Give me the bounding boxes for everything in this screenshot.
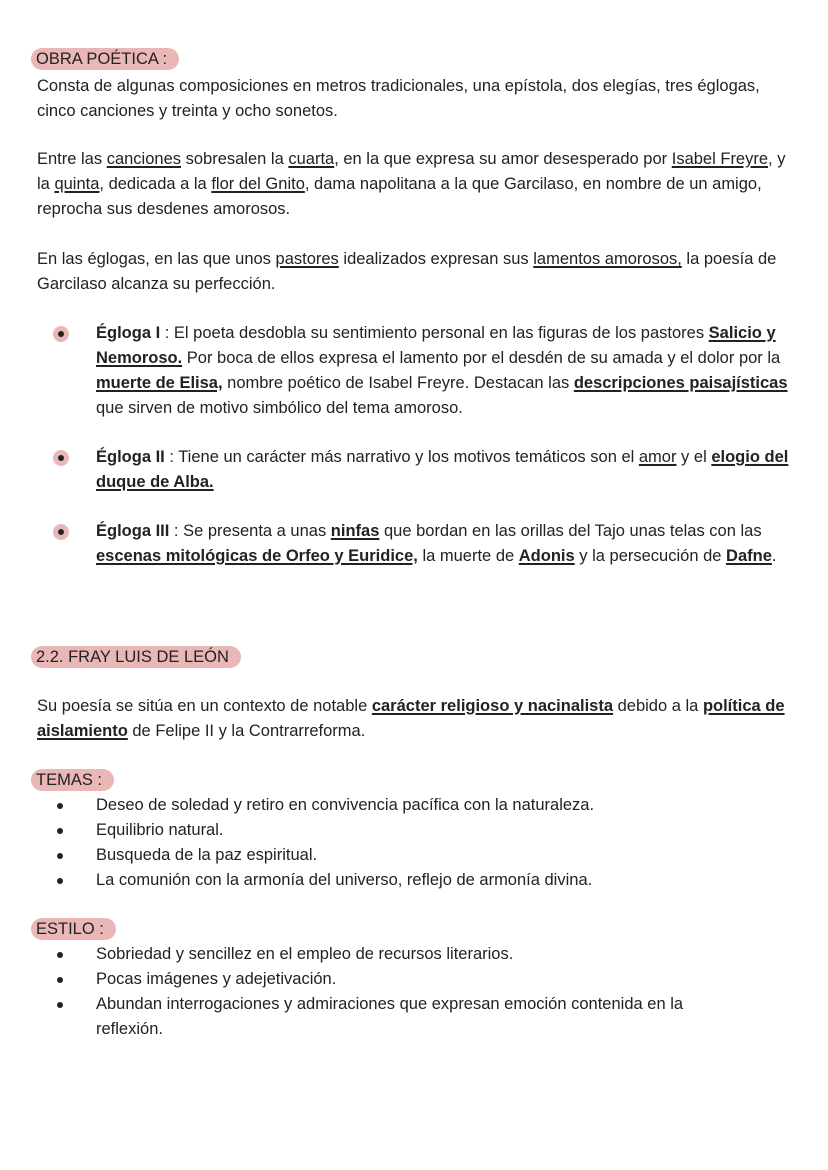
muerte-elisa-term: muerte de Elisa,: [96, 374, 223, 392]
quinta-term: quinta: [54, 175, 100, 193]
fray-luis-section: [37, 645, 793, 670]
temas-section: [37, 768, 793, 793]
list-item: Equilibrio natural.: [0, 818, 760, 843]
elogio-term: elogio del duque de Alba.: [96, 448, 789, 491]
list-item: Busqueda de la paz espiritual.: [0, 843, 760, 868]
fray-luis-paragraph: Su poesía se sitúa en un contexto de notable carácter religioso y nacinalista debido a la política de aislamiento de Felipe II y la Contrarreforma.: [37, 697, 785, 740]
list-item: Pocas imágenes y adejetivación.: [0, 967, 760, 992]
bullet-icon: [53, 524, 69, 540]
obra-intro: Consta de algunas composiciones en metros tradicionales, una epístola, dos elegías, tres églogas, cinco canciones y treinta y ocho sonetos.: [37, 77, 760, 120]
egloga-2-item: Égloga II : Tiene un carácter más narrativo y los motivos temáticos son el amor y el elogio del duque de Alba.: [96, 448, 789, 491]
amor-term: amor: [638, 448, 677, 466]
caracter-term: carácter religioso y nacinalista: [371, 697, 614, 715]
canciones-paragraph: Entre las canciones sobresalen la cuarta, en la que expresa su amor desesperado por Isabel Freyre, y la quinta, dedicada a la flor del Gnito, dama napolitana a la que Garcilaso, en nombre de un amigo, reprocha sus desdenes amorosos.: [37, 150, 786, 218]
adonis-term: Adonis: [518, 547, 575, 565]
fray-luis-heading: 2.2. FRAY LUIS DE LEÓN: [31, 646, 241, 668]
bullet-icon: [53, 326, 69, 342]
egloga-1-title: Égloga I: [96, 324, 161, 342]
isabel-freyre-term: Isabel Freyre: [671, 150, 769, 168]
dafne-term: Dafne: [726, 547, 772, 565]
lamentos-term: lamentos amorosos,: [533, 250, 682, 268]
flor-gnito-term: flor del Gnito: [211, 175, 305, 193]
obra-poetica-section: [37, 47, 793, 124]
egloga-2-title: Égloga II: [96, 448, 165, 466]
list-item: Abundan interrogaciones y admiraciones que expresan emoción contenida en la reflexión.: [0, 992, 760, 1042]
egloga-3-title: Égloga III: [96, 522, 170, 540]
egloga-3-item: Égloga III : Se presenta a unas ninfas que bordan en las orillas del Tajo unas telas con las escenas mitológicas de Orfeo y Euridice, la muerte de Adonis y la persecución de Dafne.: [96, 522, 777, 565]
obra-poetica-heading: OBRA POÉTICA :: [31, 48, 179, 70]
estilo-list: [0, 942, 760, 1042]
politica-term: política de aislamiento: [37, 697, 785, 740]
descripciones-term: descripciones paisajísticas: [573, 374, 788, 392]
bullet-icon: [53, 450, 69, 466]
list-item: La comunión con la armonía del universo, reflejo de armonía divina.: [0, 868, 760, 893]
temas-heading: TEMAS :: [31, 769, 114, 791]
ninfas-term: ninfas: [330, 522, 380, 540]
estilo-section: [37, 917, 793, 942]
pastores-term: pastores: [275, 250, 339, 268]
escenas-term: escenas mitológicas de Orfeo y Euridice,: [96, 547, 418, 565]
estilo-heading: ESTILO :: [31, 918, 116, 940]
cuarta-term: cuarta: [288, 150, 335, 168]
list-item: Deseo de soledad y retiro en convivencia pacífica con la naturaleza.: [0, 793, 760, 818]
salicio-term: Salicio y Nemoroso.: [96, 324, 776, 367]
list-item: Sobriedad y sencillez en el empleo de recursos literarios.: [0, 942, 760, 967]
temas-list: [0, 793, 760, 893]
eglogas-paragraph: En las églogas, en las que unos pastores idealizados expresan sus lamentos amorosos, la poesía de Garcilaso alcanza su perfección.: [37, 250, 777, 293]
canciones-term: canciones: [106, 150, 182, 168]
egloga-1-item: Égloga I : El poeta desdobla su sentimiento personal en las figuras de los pastores Salicio y Nemoroso. Por boca de ellos expresa el lamento por el desdén de su amada y el dolor por la muerte de Elisa, nombre poético de Isabel Freyre. Destacan las descripciones paisajísticas que sirven de motivo simbólico del tema amoroso.: [96, 324, 788, 417]
